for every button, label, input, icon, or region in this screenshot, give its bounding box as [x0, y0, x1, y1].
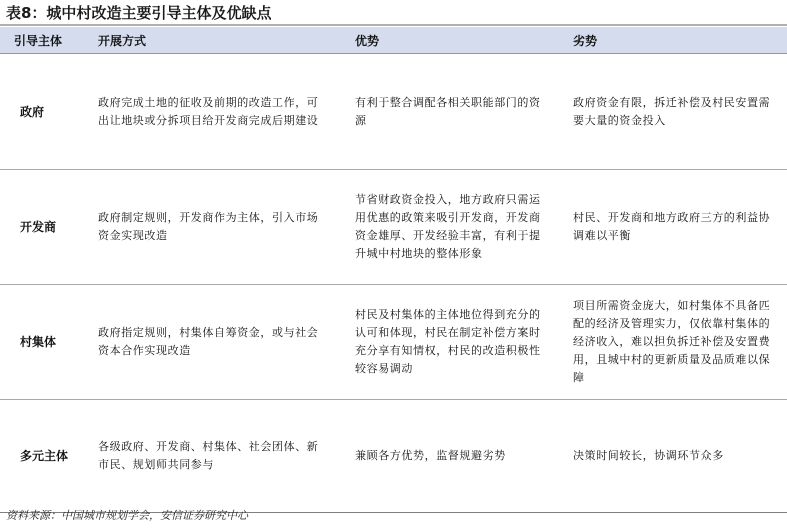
- header-method: 开展方式: [84, 27, 341, 54]
- table-title: 表8：城中村改造主要引导主体及优缺点: [6, 4, 272, 22]
- header-subject: 引导主体: [0, 27, 84, 54]
- advantages-cell: 村民及村集体的主体地位得到充分的认可和体现，村民在制定补偿方案时充分享有知情权，村民的改造积极性较容易调动: [341, 285, 559, 400]
- advantages-cell: 有利于整合调配各相关职能部门的资源: [341, 54, 559, 170]
- table-row: [0, 285, 787, 400]
- table-row: [0, 54, 787, 170]
- subject-cell: 开发商: [0, 170, 84, 285]
- disadvantages-cell: 项目所需资金庞大，如村集体不具备匹配的经济及管理实力，仅依靠村集体的经济收入，难以担负拆迁补偿及安置费用，且城中村的更新质量及品质难以保障: [559, 285, 787, 400]
- method-cell: 政府完成土地的征收及前期的改造工作，可出让地块或分拆项目给开发商完成后期建设: [84, 54, 341, 170]
- advantages-cell: 兼顾各方优势，监督规避劣势: [341, 400, 559, 513]
- comparison-table: [0, 27, 787, 513]
- subject-cell: 村集体: [0, 285, 84, 400]
- method-cell: 各级政府、开发商、村集体、社会团体、新市民、规划师共同参与: [84, 400, 341, 513]
- subject-cell: 多元主体: [0, 400, 84, 513]
- title-divider: [0, 24, 787, 26]
- header-advantages: 优势: [341, 27, 559, 54]
- table-row: [0, 400, 787, 513]
- table-header-row: [0, 27, 787, 54]
- header-disadvantages: 劣势: [559, 27, 787, 54]
- disadvantages-cell: 村民、开发商和地方政府三方的利益协调难以平衡: [559, 170, 787, 285]
- disadvantages-cell: 政府资金有限，拆迁补偿及村民安置需要大量的资金投入: [559, 54, 787, 170]
- table-row: [0, 170, 787, 285]
- method-cell: 政府指定规则，村集体自筹资金，或与社会资本合作实现改造: [84, 285, 341, 400]
- advantages-cell: 节省财政资金投入，地方政府只需运用优惠的政策来吸引开发商，开发商资金雄厚、开发经验丰富，有利于提升城中村地块的整体形象: [341, 170, 559, 285]
- disadvantages-cell: 决策时间较长，协调环节众多: [559, 400, 787, 513]
- method-cell: 政府制定规则，开发商作为主体，引入市场资金实现改造: [84, 170, 341, 285]
- source-note: 资料来源：中国城市规划学会，安信证券研究中心: [6, 509, 248, 522]
- subject-cell: 政府: [0, 54, 84, 170]
